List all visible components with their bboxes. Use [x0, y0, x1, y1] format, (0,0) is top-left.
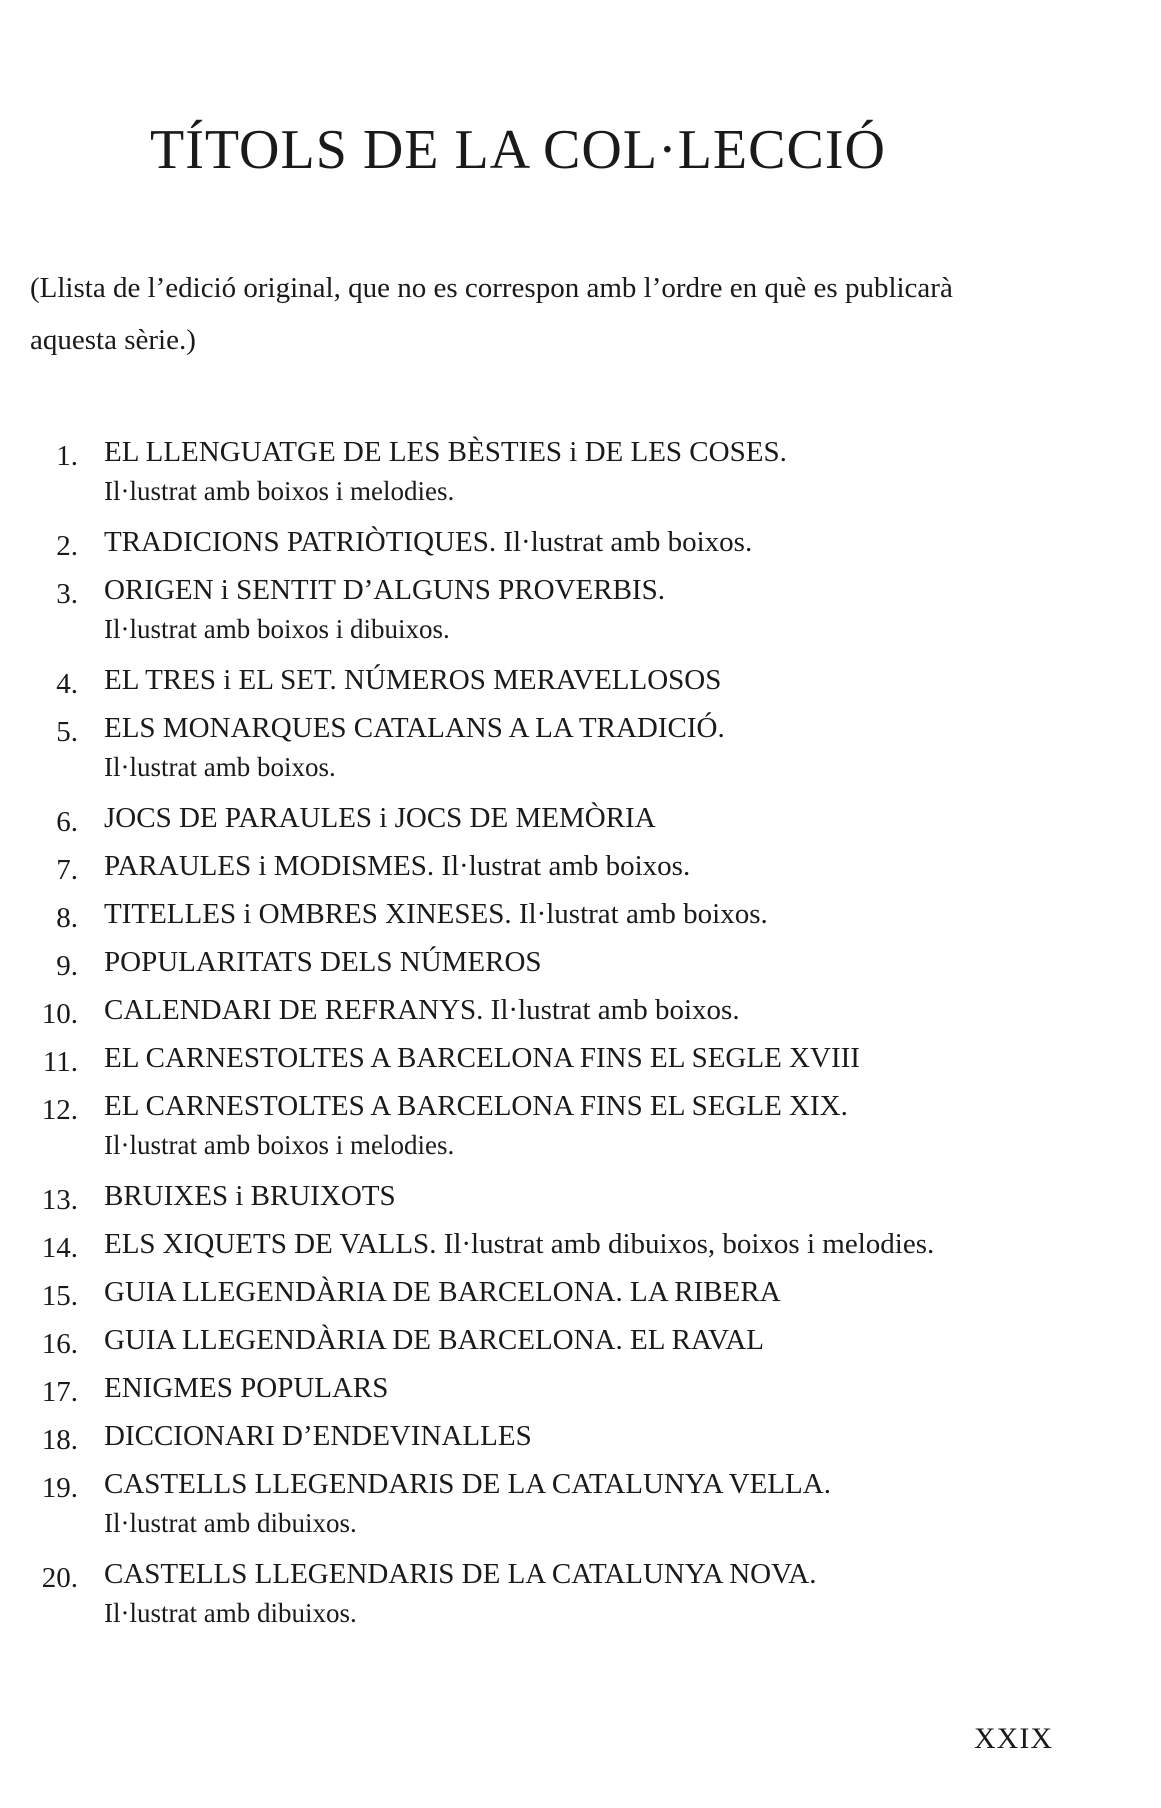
item-illustration-note: Il·lustrat amb dibuixos. — [104, 1598, 357, 1628]
item-text — [104, 432, 1144, 510]
item-text — [104, 522, 1144, 562]
list-item — [0, 1038, 1161, 1086]
item-text — [104, 1368, 1144, 1408]
item-number: 6. — [56, 806, 78, 838]
item-title: DICCIONARI D’ENDEVINALLES — [104, 1420, 532, 1452]
item-number: 7. — [56, 854, 78, 886]
item-title: GUIA LLEGENDÀRIA DE BARCELONA. EL RAVAL — [104, 1324, 765, 1356]
item-number: 8. — [56, 902, 78, 934]
item-number: 9. — [56, 950, 78, 982]
item-title: PARAULES i MODISMES. Il·lustrat amb boixos. — [104, 850, 691, 882]
item-title: TRADICIONS PATRIÒTIQUES. Il·lustrat amb boixos. — [104, 526, 753, 558]
list-item — [0, 1554, 1161, 1644]
list-item — [0, 522, 1161, 570]
item-text — [104, 1038, 1144, 1078]
item-title: TITELLES i OMBRES XINESES. Il·lustrat amb boixos. — [104, 898, 768, 930]
intro-note: (Llista de l’edició original, que no es correspon amb l’ordre en què es publicarà aquesta sèrie.) — [30, 272, 953, 356]
item-text — [104, 894, 1144, 934]
item-text — [104, 942, 1144, 982]
item-illustration-note: Il·lustrat amb boixos i melodies. — [104, 1130, 455, 1160]
list-item — [0, 1224, 1161, 1272]
list-item — [0, 570, 1161, 660]
item-illustration-note: Il·lustrat amb dibuixos. — [104, 1508, 357, 1538]
list-item — [0, 846, 1161, 894]
list-item — [0, 990, 1161, 1038]
item-illustration-note: Il·lustrat amb boixos i dibuixos. — [104, 614, 450, 644]
item-title: POPULARITATS DELS NÚMEROS — [104, 946, 542, 978]
item-title: BRUIXES i BRUIXOTS — [104, 1180, 396, 1212]
item-number: 15. — [41, 1280, 78, 1312]
page-number: XXIX — [974, 1722, 1053, 1755]
item-number: 11. — [42, 1046, 78, 1078]
item-number: 5. — [56, 716, 78, 748]
item-text — [104, 1224, 1144, 1264]
item-number: 16. — [41, 1328, 78, 1360]
item-text — [104, 846, 1144, 886]
list-item — [0, 660, 1161, 708]
item-title: EL CARNESTOLTES A BARCELONA FINS EL SEGLE XIX. — [104, 1090, 848, 1122]
item-text — [104, 1416, 1144, 1456]
item-number: 17. — [41, 1376, 78, 1408]
item-number: 1. — [56, 440, 78, 472]
item-illustration-note: Il·lustrat amb boixos i melodies. — [104, 476, 455, 506]
list-item — [0, 1272, 1161, 1320]
item-number: 3. — [56, 578, 78, 610]
page-title: TÍTOLS DE LA COL·LECCIÓ — [150, 119, 886, 181]
item-text — [104, 1176, 1144, 1216]
item-title: CASTELLS LLEGENDARIS DE LA CATALUNYA NOVA. — [104, 1558, 817, 1590]
item-text — [104, 1320, 1144, 1360]
item-text — [104, 1554, 1144, 1632]
item-illustration-note: Il·lustrat amb boixos. — [104, 752, 336, 782]
titles-list — [0, 432, 1161, 1644]
list-item — [0, 798, 1161, 846]
item-number: 2. — [56, 530, 78, 562]
item-title: ORIGEN i SENTIT D’ALGUNS PROVERBIS. — [104, 574, 665, 606]
item-title: EL TRES i EL SET. NÚMEROS MERAVELLOSOS — [104, 664, 722, 696]
item-number: 12. — [41, 1094, 78, 1126]
item-text — [104, 990, 1144, 1030]
item-title: ELS MONARQUES CATALANS A LA TRADICIÓ. — [104, 712, 725, 744]
item-number: 13. — [41, 1184, 78, 1216]
item-title: EL LLENGUATGE DE LES BÈSTIES i DE LES COSES. — [104, 436, 787, 468]
item-number: 14. — [41, 1232, 78, 1264]
list-item — [0, 894, 1161, 942]
item-title: EL CARNESTOLTES A BARCELONA FINS EL SEGLE XVIII — [104, 1042, 860, 1074]
item-title: CALENDARI DE REFRANYS. Il·lustrat amb boixos. — [104, 994, 740, 1026]
list-item — [0, 1464, 1161, 1554]
item-text — [104, 1272, 1144, 1312]
item-text — [104, 1464, 1144, 1542]
list-item — [0, 1086, 1161, 1176]
list-item — [0, 1416, 1161, 1464]
item-title: ENIGMES POPULARS — [104, 1372, 389, 1404]
item-text — [104, 1086, 1144, 1164]
item-number: 18. — [41, 1424, 78, 1456]
list-item — [0, 1368, 1161, 1416]
item-text — [104, 660, 1144, 700]
item-text — [104, 570, 1144, 648]
item-number: 10. — [41, 998, 78, 1030]
item-number: 20. — [41, 1562, 78, 1594]
item-text — [104, 708, 1144, 786]
list-item — [0, 708, 1161, 798]
item-number: 19. — [41, 1472, 78, 1504]
item-number: 4. — [56, 668, 78, 700]
list-item — [0, 1320, 1161, 1368]
item-title: CASTELLS LLEGENDARIS DE LA CATALUNYA VELLA. — [104, 1468, 831, 1500]
item-text — [104, 798, 1144, 838]
item-title: GUIA LLEGENDÀRIA DE BARCELONA. LA RIBERA — [104, 1276, 781, 1308]
item-title: ELS XIQUETS DE VALLS. Il·lustrat amb dibuixos, boixos i melodies. — [104, 1228, 935, 1260]
list-item — [0, 1176, 1161, 1224]
item-title: JOCS DE PARAULES i JOCS DE MEMÒRIA — [104, 802, 656, 834]
list-item — [0, 432, 1161, 522]
list-item — [0, 942, 1161, 990]
